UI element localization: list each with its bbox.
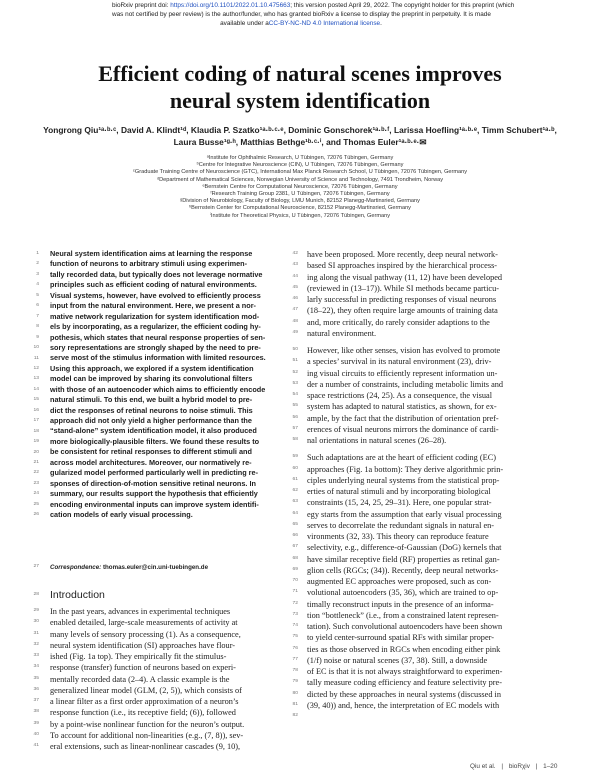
text-line: augmented EC approaches were proposed, such as con- xyxy=(307,577,492,586)
line-number: 59 xyxy=(292,454,298,460)
header-line2: was not certified by peer review) is the author/funder, who has granted bioRxiv a license to display the preprint in perpetuity. It is made xyxy=(112,11,491,18)
line-number: 33 xyxy=(33,653,39,658)
paper-title xyxy=(40,60,560,114)
page-footer xyxy=(470,763,557,770)
paragraph xyxy=(307,452,550,711)
line-number: 24 xyxy=(33,491,39,497)
text-line: pothesis, which states that neural response properties of sen- xyxy=(50,332,266,342)
text-line: ties as those observed in RGCs when encoding either pink xyxy=(307,644,501,654)
correspondence-email[interactable]: thomas.euler@cin.uni-tuebingen.de xyxy=(102,564,209,571)
text-line: tion “bottleneck” (i.e., from a constrained latent represen- xyxy=(307,610,499,620)
line-number: 81 xyxy=(292,701,298,707)
text-line: natural environment. xyxy=(307,328,377,338)
text-line: cation models of early visual processing. xyxy=(50,509,193,519)
line-number: 4 xyxy=(36,282,39,288)
affiliation: ᶜGraduate Training Centre of Neuroscience (GTC), International Max Planck Research School, U Tübingen, 72076 Tübingen, Germany xyxy=(132,169,468,176)
line-number: 13 xyxy=(33,376,39,382)
text-line: tation). Such convolutional autoencoders have been shown xyxy=(307,622,503,631)
line-number: 43 xyxy=(292,262,298,268)
line-number: 55 xyxy=(292,403,298,409)
text-line: “stand-alone” system identification model, it also produced xyxy=(50,426,257,436)
line-number: 23 xyxy=(33,480,39,486)
affiliation: ᵃInstitute for Ophthalmic Research, U Tübingen, 72076 Tübingen, Germany xyxy=(206,155,394,161)
text-line: a species’ survival in its natural environment (23), driv- xyxy=(307,357,492,367)
line-number: 52 xyxy=(292,369,298,375)
line-number: 20 xyxy=(33,449,39,455)
line-number: 29 xyxy=(33,608,39,613)
text-line: der a number of constraints, including metabolic limits and xyxy=(307,379,504,389)
text-line: larly successful in predicting responses of visual neurons xyxy=(307,295,497,304)
line-number: 34 xyxy=(33,664,39,670)
line-number: 63 xyxy=(292,499,298,505)
text-line: egy starts from the assumption that early visual processing xyxy=(307,509,502,519)
affiliation: ᵍDivision of Neurobiology, Faculty of Biology, LMU Munich, 82152 Planegg-Martinsried, Germany xyxy=(180,198,420,205)
line-number: 7 xyxy=(36,313,39,319)
line-number: 45 xyxy=(292,284,298,290)
text-line: (1/f) noise or natural scenes (37, 38). Still, a downside xyxy=(307,655,488,665)
line-number: 39 xyxy=(33,720,39,726)
line-number: 72 xyxy=(292,600,298,606)
text-line: (reviewed in (13–17)). While SI methods became particu- xyxy=(307,283,499,293)
text-line: and, more critically, do rarely consider adaptions to the xyxy=(307,317,490,327)
text-line: of EC is that it is not always straightforward to experimen- xyxy=(307,667,503,676)
line-number: 58 xyxy=(292,437,298,442)
text-line: gularized model performed particularly well in predicting re- xyxy=(50,468,259,478)
affiliation: ᵈDepartment of Mathematical Sciences, Norwegian University of Science and Technology, 7491 Trondheim, Norway xyxy=(156,176,444,183)
line-number: 2 xyxy=(36,261,39,267)
text-line: mentally recorded data (2–4). A classic example is the xyxy=(50,674,230,684)
text-line: to yield center-surround spatial RFs with similar proper- xyxy=(307,633,494,643)
line-number: 57 xyxy=(292,425,298,431)
line-number: 9 xyxy=(36,334,39,340)
line-number: 50 xyxy=(292,347,298,352)
text-line: tally measure coding efficiency and feature selectivity pre- xyxy=(307,678,502,688)
footer-page: 1–20 xyxy=(543,763,558,770)
line-number: 12 xyxy=(33,365,39,371)
correspondence-label: Correspondence: xyxy=(50,564,102,571)
abstract xyxy=(50,249,294,520)
line-number: 46 xyxy=(292,296,298,301)
text-line: Neural system identification aims at learning the response xyxy=(50,249,253,258)
title-line-2: neural system identification xyxy=(169,88,431,113)
text-line: serve most of the stimulus information with limited resources. xyxy=(50,353,266,363)
text-line: However, like other senses, vision has evolved to promote xyxy=(307,346,501,355)
line-number: 44 xyxy=(292,273,298,279)
line-number: 35 xyxy=(33,675,39,681)
text-line: neural system identification (SI) approaches have flour- xyxy=(50,640,236,650)
title-line-1: Efficient coding of natural scenes improves xyxy=(98,61,502,86)
text-line: volutional autoencoders (35, 36), which are trained to op- xyxy=(307,588,499,598)
text-line: generalized linear model (GLM, (2, 5)), which consists of xyxy=(50,685,242,695)
line-number: 49 xyxy=(292,329,298,335)
line-number: 78 xyxy=(292,668,298,673)
line-number: 64 xyxy=(292,510,298,516)
line-number: 21 xyxy=(33,460,39,465)
text-line: els by incorporating, as a regularizer, the efficient coding hy- xyxy=(50,322,261,332)
text-line: enabled detailed, large-scale measurements of activity at xyxy=(50,618,238,628)
introduction-body xyxy=(50,606,294,752)
line-number: 40 xyxy=(33,731,39,737)
text-line: timally reconstruct inputs in the presence of an informa- xyxy=(307,599,494,609)
header-available: available under a xyxy=(220,20,269,27)
footer-separator: | xyxy=(501,763,504,770)
affiliation: ⁱInstitute for Theoretical Physics, U Tübingen, 72076 Tübingen, Germany xyxy=(209,212,391,219)
text-line: by a point-wise nonlinear function for the neuron’s output. xyxy=(50,719,245,729)
text-line: be consistent for retinal responses to different stimuli and xyxy=(50,447,252,457)
line-number: 11 xyxy=(33,355,39,361)
line-number: 54 xyxy=(292,392,298,397)
text-line: based SI approaches inspired by the hierarchical process- xyxy=(307,261,498,271)
text-line: a linear filter as a first order approximation of a neuron’s xyxy=(50,697,239,706)
line-number: 28 xyxy=(33,592,39,597)
line-number: 41 xyxy=(33,743,39,748)
text-line: across model architectures. Moreover, our normatively re- xyxy=(50,457,252,467)
line-number: 53 xyxy=(292,380,298,386)
line-number: 32 xyxy=(33,641,39,647)
text-line: have similar receptive field (RF) properties as retinal gan- xyxy=(307,554,500,564)
author-list xyxy=(30,125,570,148)
line-number: 68 xyxy=(292,555,298,561)
text-line: ample, by the fact that the distribution of orientation pref- xyxy=(307,413,499,423)
line-number: 18 xyxy=(33,428,39,434)
line-number: 76 xyxy=(292,645,298,651)
line-number: 67 xyxy=(292,544,298,550)
text-line: approach did not only yield a higher performance than the xyxy=(50,416,252,425)
paragraph xyxy=(307,345,550,446)
text-line: To account for additional non-linearities (e.g., (7, 8)), sev- xyxy=(50,730,244,740)
line-number: 74 xyxy=(292,623,298,628)
text-line: Visual systems, however, have evolved to efficiently process xyxy=(50,290,261,300)
doi-link[interactable]: https://doi.org/10.1101/2022.01.10.475663 xyxy=(170,2,291,9)
text-line: function of neurons to arbitrary stimuli using experimen- xyxy=(50,259,248,269)
line-number: 3 xyxy=(36,271,39,277)
line-number: 19 xyxy=(33,439,39,445)
text-line: more biologically-plausible filters. We found these results to xyxy=(50,436,260,446)
text-line: (39, 40)) and, hence, the interpretation of EC models with xyxy=(307,700,500,710)
line-number: 6 xyxy=(36,303,39,309)
authors-line-1: Yongrong Qiu¹ᵃ·ᵇ·ᶜ, David A. Klindt¹ᵈ, Klaudia P. Szatko¹ᵃ·ᵇ·ᶜ·ᵉ, Dominic Gonschorek¹ᵃ·ᵇ·ᶠ, Larissa Hoefling¹ᵃ·ᵇ·ᵉ, Timm Schubert¹ᵃ·ᵇ, xyxy=(43,125,557,135)
license-link[interactable]: CC-BY-NC-ND 4.0 International license xyxy=(268,20,381,27)
line-number: 56 xyxy=(292,414,298,420)
header-period: . xyxy=(380,20,382,27)
text-line: encoding environmental inputs can improve system identifi- xyxy=(50,499,259,509)
line-number: 15 xyxy=(33,397,39,403)
text-line: ing along the visual pathway (11, 12) have been developed xyxy=(307,272,503,282)
text-line: model can be improved by sharing its convolutional filters xyxy=(50,374,253,384)
line-number: 82 xyxy=(292,713,298,718)
paragraph xyxy=(307,249,550,339)
footer-journal: bioRχiv xyxy=(508,763,530,770)
text-line: eral extensions, such as linear-nonlinear cascades (9, 10), xyxy=(50,742,241,751)
line-number: 60 xyxy=(292,465,298,471)
text-line: approaches (Fig. 1a bottom): They derive algorithmic prin- xyxy=(307,464,504,474)
line-number: 62 xyxy=(292,488,298,493)
line-number: 77 xyxy=(292,656,298,662)
line-number: 5 xyxy=(36,292,39,298)
line-number: 48 xyxy=(292,318,298,324)
affiliation: ʰBernstein Center for Computational Neuroscience, 82152 Planegg-Martinsried, Germany xyxy=(189,205,411,212)
footer-separator-2: | xyxy=(535,763,538,770)
line-number: 69 xyxy=(292,566,298,572)
text-line: space restrictions (24, 25). As a consequence, the visual xyxy=(307,391,493,400)
text-line: response (transfer) function of neurons based on experi- xyxy=(50,663,236,673)
line-number: 42 xyxy=(292,251,298,256)
line-number: 61 xyxy=(292,476,298,482)
text-line: have been proposed. More recently, deep neural network- xyxy=(307,250,498,259)
line-number: 47 xyxy=(292,307,298,313)
footer-authors: Qiu et al. xyxy=(470,763,496,770)
section-heading-introduction: Introduction xyxy=(50,589,105,601)
line-number: 16 xyxy=(33,407,39,413)
header-prefix: bioRxiv preprint doi: xyxy=(112,2,171,9)
line-number: 14 xyxy=(33,386,39,392)
text-line: ing visual circuits to efficiently represent information un- xyxy=(307,368,498,378)
line-number: 30 xyxy=(33,619,39,625)
text-line: nal orientations in natural scenes (26–28). xyxy=(307,436,447,445)
line-number: 1 xyxy=(36,251,39,256)
affiliation: ᵇCentre for Integrative Neuroscience (CIN), U Tübingen, 72076 Tübingen, Germany xyxy=(196,162,404,169)
text-line: many levels of sensory processing (1). As a consequence, xyxy=(50,629,241,639)
line-number: 25 xyxy=(33,501,39,507)
text-line: principles such as efficient coding of natural environments. xyxy=(50,280,257,290)
text-line: ished (Fig. 1a top). They empirically fit the stimulus- xyxy=(50,652,227,661)
line-number: 75 xyxy=(292,634,298,640)
text-line: system has adapted to natural statistics, as shown, for ex- xyxy=(307,402,497,412)
text-line: natural stimuli. To this end, we built a hybrid model to pre- xyxy=(50,395,253,405)
line-number: 8 xyxy=(36,324,39,330)
line-number: 71 xyxy=(292,589,298,595)
text-line: erences of visual neurons mirrors the dominance of cardi- xyxy=(307,424,499,434)
line-number: 80 xyxy=(292,690,298,696)
affiliation: ᵉBernstein Centre for Computational Neuroscience, 72076 Tübingen, Germany xyxy=(202,183,398,190)
text-line: dict the responses of retinal neurons to noise stimuli. This xyxy=(50,405,253,415)
right-column-body xyxy=(307,249,550,717)
text-line: sory representations are strongly shaped by the need to pre- xyxy=(50,342,261,352)
line-number: 22 xyxy=(33,470,39,476)
line-number: 73 xyxy=(292,611,298,617)
header-posted: ; this version posted April 29, 2022. The copyright holder for this preprint (which xyxy=(290,2,515,9)
text-line: summary, our results support the hypothesis that efficiently xyxy=(50,489,258,499)
line-number: 27 xyxy=(33,564,39,569)
text-line: tally recorded data, but typically does not leverage normative xyxy=(50,269,263,279)
text-line: dicted by these approaches in neural systems (discussed in xyxy=(307,689,502,699)
text-line: glion cells (RGCs; (34)). Recently, deep neural networks- xyxy=(307,565,499,575)
text-line: vironments (32, 33). This theory can reproduce feature xyxy=(307,532,489,541)
text-line: mative network regularization for system identification mod- xyxy=(50,311,260,321)
text-line: In the past years, advances in experimental techniques xyxy=(50,607,231,616)
text-line: ciples underlying neural systems from the statistical prop- xyxy=(307,475,500,485)
line-number: 65 xyxy=(292,521,298,527)
affiliations xyxy=(60,155,540,220)
text-line: sponses of direction-of-motion sensitive retinal neurons. In xyxy=(50,478,256,488)
text-line: with those of an autoencoder which aims to efficiently encode xyxy=(50,384,266,394)
authors-line-2: Laura Busse¹ᵍ·ʰ, Matthias Bethge¹ᵇ·ᶜ·ⁱ, and Thomas Euler¹ᵃ·ᵇ·ᵉ·✉ xyxy=(173,136,427,147)
text-line: input from the natural environment. Here, we present a nor- xyxy=(50,301,256,311)
line-number: 26 xyxy=(33,512,39,518)
text-line: selectivity, e.g., difference-of-Gaussian (DoG) kernels that xyxy=(307,543,502,553)
line-number: 79 xyxy=(292,679,298,685)
line-number: 17 xyxy=(33,418,39,424)
text-line: erties of natural stimuli and by incorporating biological xyxy=(307,487,491,496)
preprint-header xyxy=(112,1,515,28)
line-number: 37 xyxy=(33,698,39,703)
text-line: (18–22), they often require large amounts of training data xyxy=(307,306,498,316)
text-line: Such adaptations are at the heart of efficient coding (EC) xyxy=(307,453,496,463)
affiliation: ᶠResearch Training Group 2381, U Tübingen, 72076 Tübingen, Germany xyxy=(210,191,390,198)
line-number: 66 xyxy=(292,533,298,538)
text-line: serves to decorrelate the redundant signals in natural en- xyxy=(307,520,495,530)
text-line: constraints (15, 24, 25, 29–31). Here, one popular strat- xyxy=(307,498,492,508)
line-number: 70 xyxy=(292,578,298,583)
line-number: 10 xyxy=(33,345,39,351)
correspondence xyxy=(50,564,294,571)
line-number: 31 xyxy=(33,630,39,636)
line-number: 51 xyxy=(292,358,298,364)
text-line: response function (i.e., its receptive field; (6)), followed xyxy=(50,708,236,718)
text-line: Using this approach, we explored if a system identification xyxy=(50,363,254,373)
line-number: 38 xyxy=(33,709,39,715)
line-number: 36 xyxy=(33,686,39,692)
